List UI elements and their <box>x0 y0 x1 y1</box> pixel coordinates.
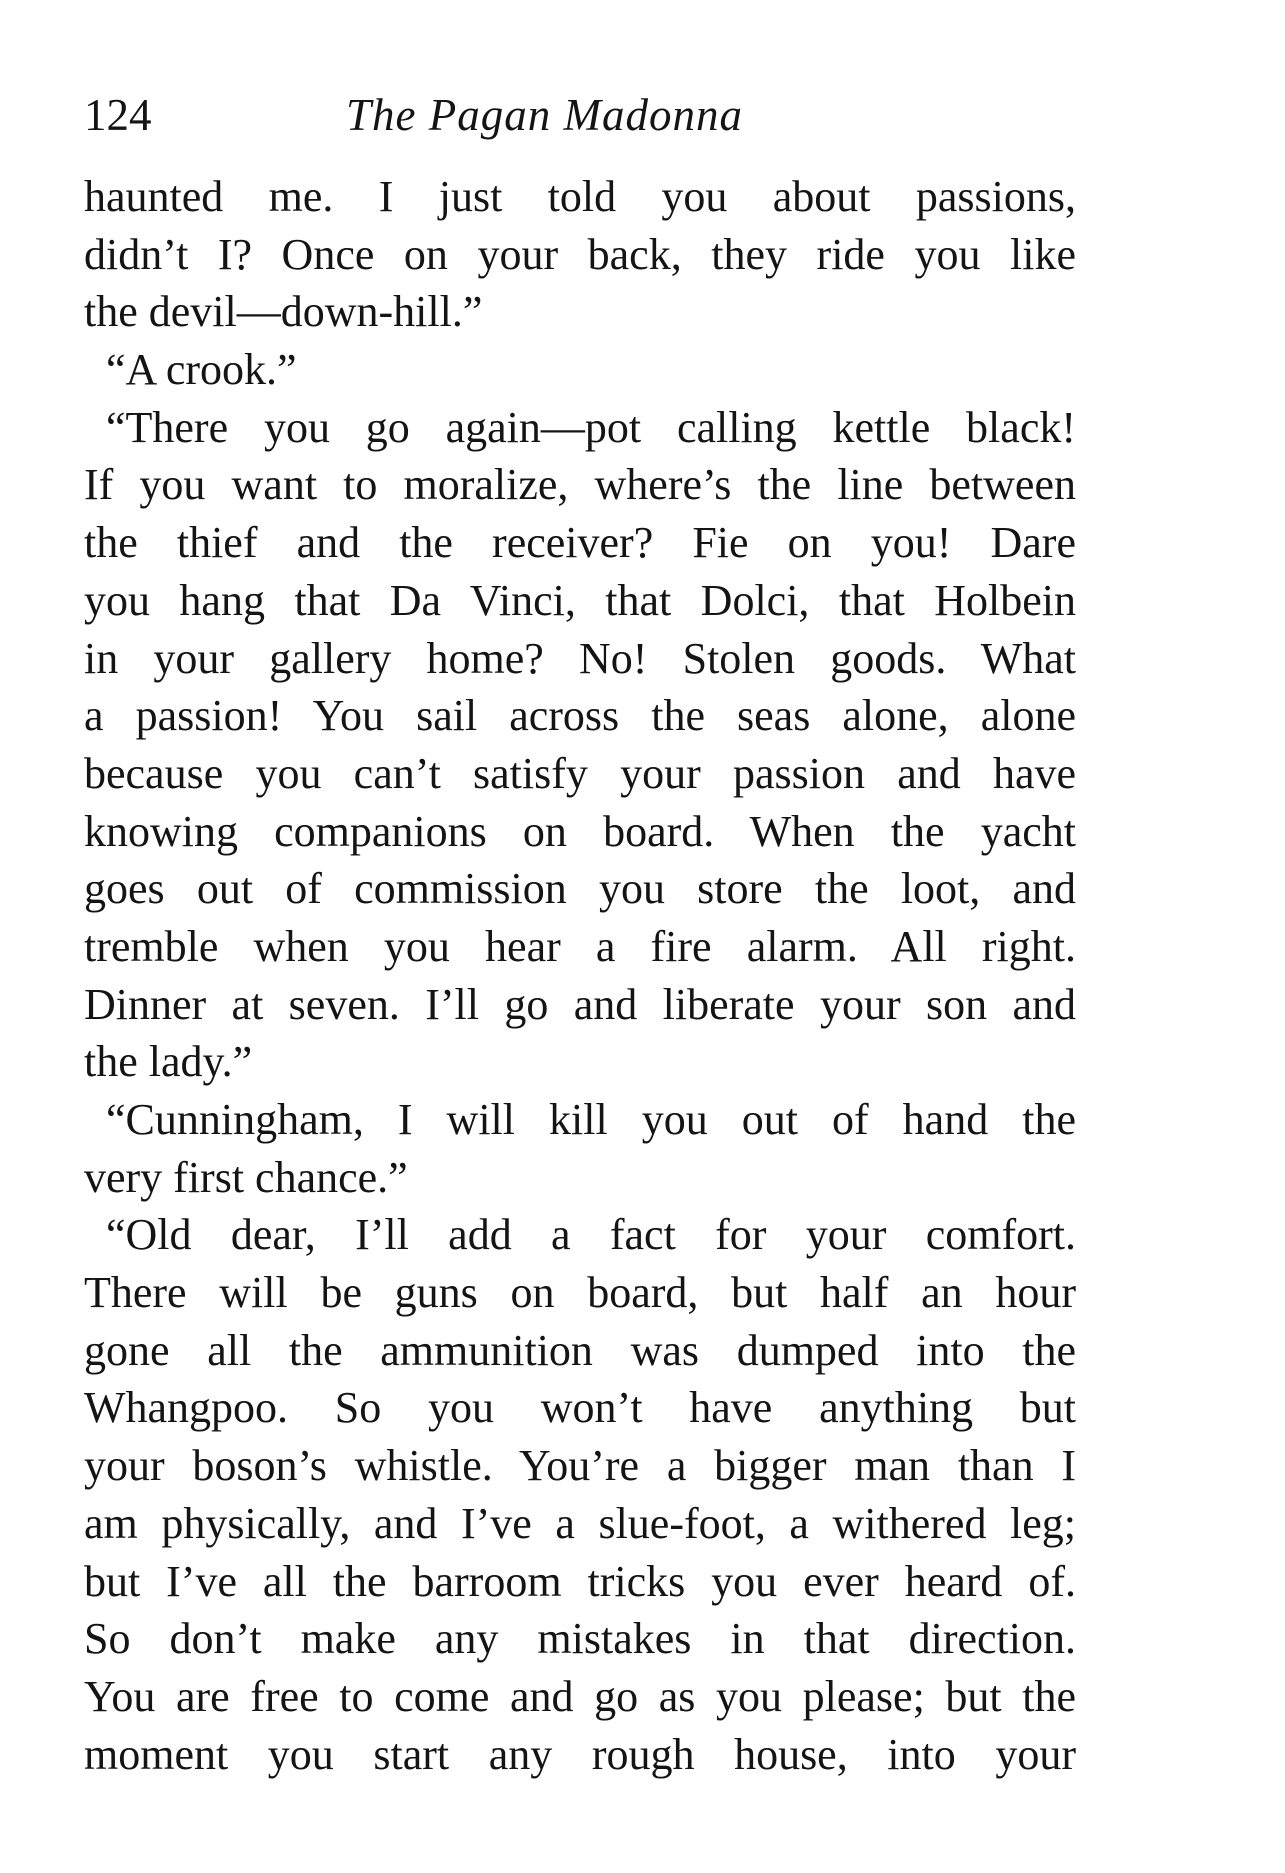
text-line: you hang that Da Vinci, that Dolci, that Holbein <box>84 575 1076 625</box>
text-line: a passion! You sail across the seas alone, alone <box>84 691 1076 741</box>
text-line: gone all the ammunition was dumped into the <box>84 1325 1076 1375</box>
page-header <box>84 80 1076 150</box>
text-line: goes out of commission you store the loot, and <box>84 864 1076 914</box>
text-line: So don’t make any mistakes in that direction. <box>84 1614 1076 1664</box>
text-line: your boson’s whistle. You’re a bigger man than I <box>84 1441 1076 1491</box>
text-line: “There you go again—pot calling kettle black! <box>106 402 1076 452</box>
text-line: moment you start any rough house, into your <box>84 1729 1076 1779</box>
text-line: in your gallery home? No! Stolen goods. What <box>84 633 1076 683</box>
text-line: the devil—down-hill.” <box>84 287 483 337</box>
text-line: the thief and the receiver? Fie on you! Dare <box>84 518 1076 568</box>
book-page <box>84 80 1076 1783</box>
text-line: am physically, and I’ve a slue-foot, a withered leg; <box>84 1498 1076 1548</box>
text-line: “Old dear, I’ll add a fact for your comfort. <box>106 1210 1076 1260</box>
text-line: knowing companions on board. When the yacht <box>84 806 1076 856</box>
text-line: tremble when you hear a fire alarm. All right. <box>84 921 1076 971</box>
text-line: very first chance.” <box>84 1152 408 1202</box>
text-line: If you want to moralize, where’s the line between <box>84 460 1076 510</box>
running-title: The Pagan Madonna <box>346 90 743 140</box>
text-line: because you can’t satisfy your passion and have <box>84 748 1076 798</box>
text-line: the lady.” <box>84 1037 253 1087</box>
text-line: You are free to come and go as you please; but the <box>84 1671 1076 1721</box>
text-line: haunted me. I just told you about passions, <box>84 172 1076 221</box>
text-line: There will be guns on board, but half an hour <box>84 1268 1076 1318</box>
text-line: “Cunningham, I will kill you out of hand the <box>106 1095 1076 1144</box>
text-line: didn’t I? Once on your back, they ride you like <box>84 229 1076 279</box>
body-text <box>84 168 1076 1783</box>
text-line: Whangpoo. So you won’t have anything but <box>84 1383 1076 1433</box>
page-number: 124 <box>84 90 152 140</box>
text-line: “A crook.” <box>106 345 297 395</box>
text-line: Dinner at seven. I’ll go and liberate your son and <box>84 979 1076 1029</box>
text-line: but I’ve all the barroom tricks you ever heard of. <box>84 1556 1076 1606</box>
